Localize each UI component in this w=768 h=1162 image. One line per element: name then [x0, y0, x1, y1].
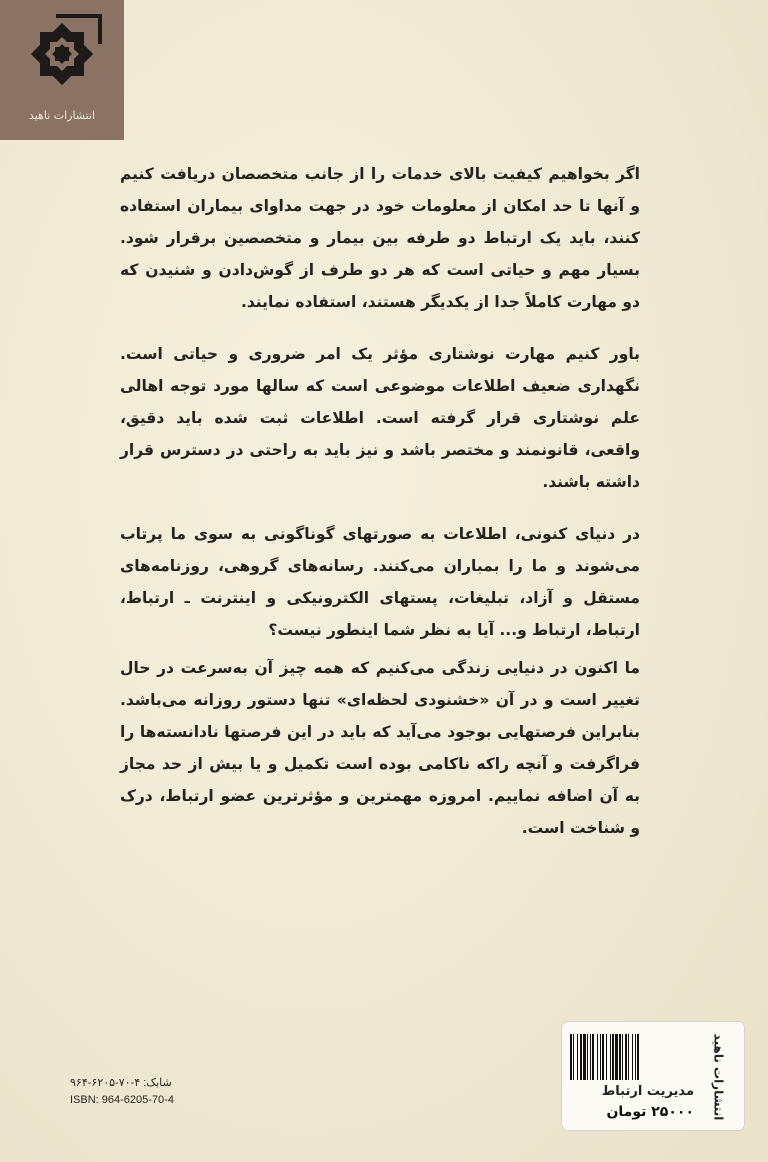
isbn-block [70, 1075, 210, 1109]
barcode [570, 1034, 692, 1080]
isbn-latin: ISBN: 964-6205-70-4 [70, 1094, 174, 1106]
paragraph-3: در دنیای کنونی، اطلاعات به صورتهای گوناگونی به سوی ما پرتاب می‌شوند و ما را بمباران می‌کنند. رسانه‌های گروهی، روزنامه‌های مستقل و آزاد، تبلیغات، پستهای الکترونیکی و اینترنت ـ ارتباط، ارتباط، ارتباط و... آیا به نظر شما اینطور نیست؟ [120, 525, 640, 639]
paragraph-1: اگر بخواهیم کیفیت بالای خدمات را از جانب متخصصان دریافت کنیم و آنها تا حد امکان از معلومات خود در جهت مداوای بیماران استفاده کنند، باید یک ارتباط دو طرفه بین بیمار و متخصصین برقرار شود. بسیار مهم و حیاتی است که هر دو طرف از گوش‌دادن و شنیدن که دو مهارت کاملاً جدا از یکدیگر هستند، استفاده نمایند. [120, 165, 640, 311]
sticker-price: ۲۵۰۰۰ تومان [606, 1104, 694, 1120]
sticker-title: مدیریت ارتباط [601, 1084, 694, 1099]
price-sticker [562, 1022, 744, 1130]
isbn-persian: شابک: ۴-۷۰-۶۲۰۵-۹۶۴ [70, 1077, 172, 1089]
barcode-bar [637, 1034, 639, 1080]
sticker-publisher-label: انتشارات ناهید [711, 1033, 725, 1121]
paragraph-2: باور کنیم مهارت نوشتاری مؤثر یک امر ضروری و حیاتی است. نگهداری ضعیف اطلاعات موضوعی است که سالها مورد توجه اهالی علم نوشتاری قرار گرفته است. اطلاعات ثبت شده باید دقیق، واقعی، قانونمند و مختصر باشد و نیز باید به راحتی در دسترس قرار داشته باشند. [120, 345, 640, 491]
eight-point-star-logo-icon [16, 12, 108, 106]
publisher-logo-box [0, 0, 124, 140]
publisher-name: انتشارات ناهید [28, 109, 96, 122]
blurb-text [120, 158, 640, 864]
sticker-publisher [694, 1034, 742, 1120]
paragraph-4: ما اکنون در دنیایی زندگی می‌کنیم که همه چیز آن به‌سرعت در حال تغییر است و در آن «خشنودی لحظه‌ای» تنها دستور روزانه می‌باشد. بنابراین فرصتهایی بوجود می‌آید که باید در این فرصتها نادانسته‌ها را فراگرفت و آنچه راکه ناکامی بوده است تکمیل و یا بیش از حد مجاز به آن اضافه نماییم. امروزه مهمترین و مؤثرترین عضو ارتباط، درک و شناخت است. [120, 659, 640, 837]
